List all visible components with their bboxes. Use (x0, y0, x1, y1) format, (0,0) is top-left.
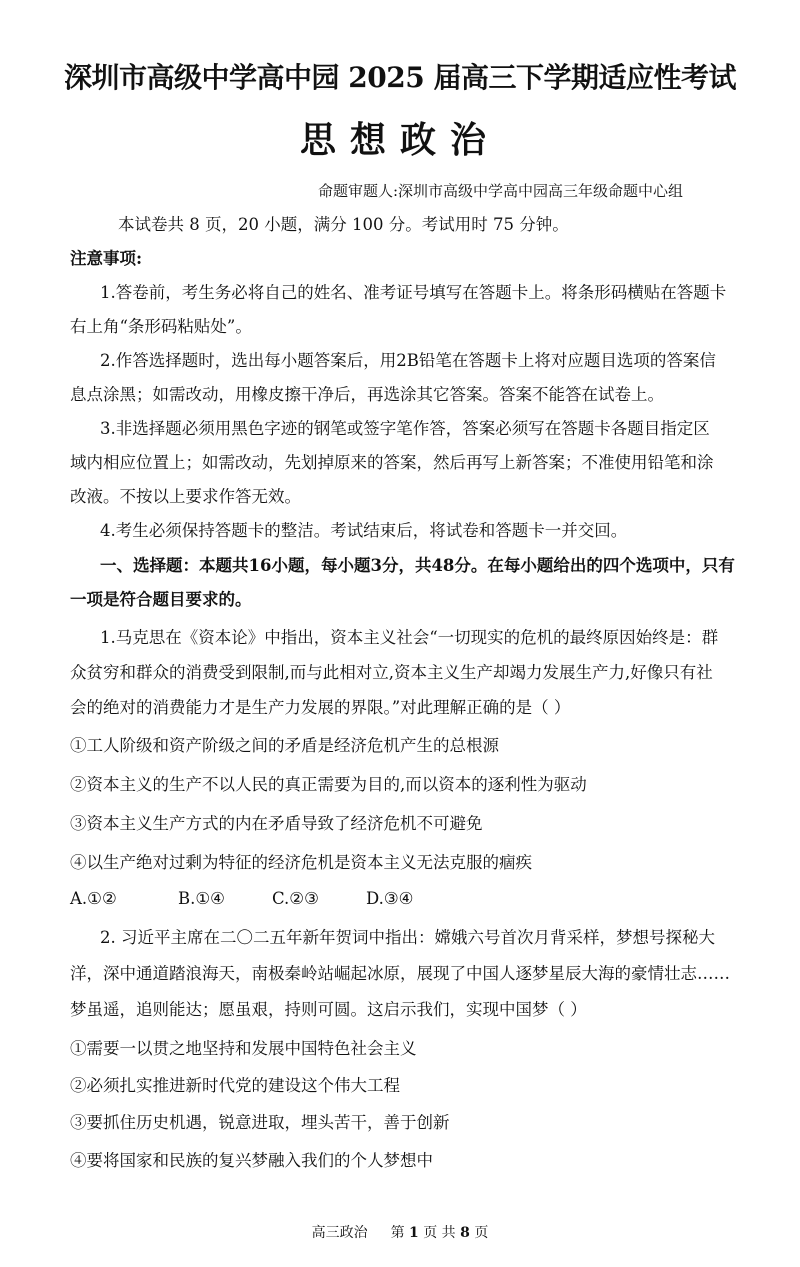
exam-title: 深圳市高级中学高中园 2025 届高三下学期适应性考试 (64, 61, 736, 94)
q1-choice-d: D.③④ (366, 889, 414, 908)
q1-option-1: ①工人阶级和资产阶级之间的矛盾是经济危机产生的总根源 (70, 736, 499, 755)
footer-page-prefix: 第 (390, 1225, 405, 1241)
q1-stem-line-3: 会的绝对的消费能力才是生产力发展的界限。”对此理解正确的是（ ） (70, 698, 571, 717)
intro-line: 本试卷共 8 页，20 小题，满分 100 分。考试用时 75 分钟。 (118, 215, 569, 234)
notice-item-2-line-1: 2.作答选择题时，选出每小题答案后，用2B铅笔在答题卡上将对应题目选项的答案信 (100, 351, 716, 370)
notice-item-2-line-2: 息点涂黑；如需改动，用橡皮擦干净后，再选涂其它答案。答案不能答在试卷上。 (70, 385, 664, 404)
footer-page-suffix: 页 (474, 1225, 489, 1241)
notice-item-1-line-2: 右上角“条形码粘贴处”。 (70, 317, 252, 336)
notice-item-4-line-1: 4.考生必须保持答题卡的整洁。考试结束后，将试卷和答题卡一并交回。 (100, 521, 628, 540)
section-1-heading-line-1: 一、选择题：本题共16小题，每小题3分，共48分。在每小题给出的四个选项中，只有 (100, 556, 735, 575)
q1-choice-b: B.①④ (178, 889, 225, 908)
q2-option-3: ③要抓住历史机遇，锐意进取，埋头苦干，善于创新 (70, 1113, 450, 1132)
footer-total-pages: 8 (460, 1225, 470, 1241)
notice-item-3-line-1: 3.非选择题必须用黑色字迹的钢笔或签字笔作答，答案必须写在答题卡各题目指定区 (100, 419, 710, 438)
footer-page-number: 1 (409, 1225, 419, 1241)
page-footer (0, 1222, 800, 1242)
setter-line: 命题审题人:深圳市高级中学高中园高三年级命题中心组 (318, 182, 684, 200)
q1-option-4: ④以生产绝对过剩为特征的经济危机是资本主义无法克服的痼疾 (70, 853, 532, 872)
q2-stem-line-2: 洋，深中通道踏浪海天，南极秦岭站崛起冰原，展现了中国人逐梦星辰大海的豪情壮志…… (70, 964, 730, 983)
q1-choice-c: C.②③ (272, 889, 319, 908)
footer-subject: 高三政治 (311, 1225, 368, 1241)
q2-option-4: ④要将国家和民族的复兴梦融入我们的个人梦想中 (70, 1151, 433, 1170)
footer-page-mid: 页 共 (423, 1225, 456, 1241)
q1-option-3: ③资本主义生产方式的内在矛盾导致了经济危机不可避免 (70, 814, 483, 833)
subject-title: 思想政治 (299, 119, 500, 161)
q2-stem-line-3: 梦虽遥，追则能达；愿虽艰，持则可圆。这启示我们，实现中国梦（ ） (70, 1000, 587, 1019)
q2-stem-line-1: 2. 习近平主席在二〇二五年新年贺词中指出：嫦娥六号首次月背采样，梦想号探秘大 (100, 928, 715, 947)
q2-option-2: ②必须扎实推进新时代党的建设这个伟大工程 (70, 1076, 400, 1095)
q1-option-2: ②资本主义的生产不以人民的真正需要为目的,而以资本的逐利性为驱动 (70, 775, 587, 794)
q2-option-1: ①需要一以贯之地坚持和发展中国特色社会主义 (70, 1039, 417, 1058)
q1-stem-line-1: 1.马克思在《资本论》中指出，资本主义社会“一切现实的危机的最终原因始终是：群 (100, 628, 719, 647)
q1-choice-a: A.①② (70, 889, 117, 908)
notice-item-1-line-1: 1.答卷前，考生务必将自己的姓名、准考证号填写在答题卡上。将条形码横贴在答题卡 (100, 283, 727, 302)
notice-item-3-line-3: 改液。不按以上要求作答无效。 (70, 487, 301, 506)
notice-item-3-line-2: 域内相应位置上；如需改动，先划掉原来的答案，然后再写上新答案；不准使用铅笔和涂 (70, 453, 714, 472)
q1-stem-line-2: 众贫穷和群众的消费受到限制,而与此相对立,资本主义生产却竭力发展生产力,好像只有社 (70, 663, 713, 682)
section-1-heading-line-2: 一项是符合题目要求的。 (70, 590, 252, 609)
notice-heading: 注意事项: (70, 249, 143, 268)
